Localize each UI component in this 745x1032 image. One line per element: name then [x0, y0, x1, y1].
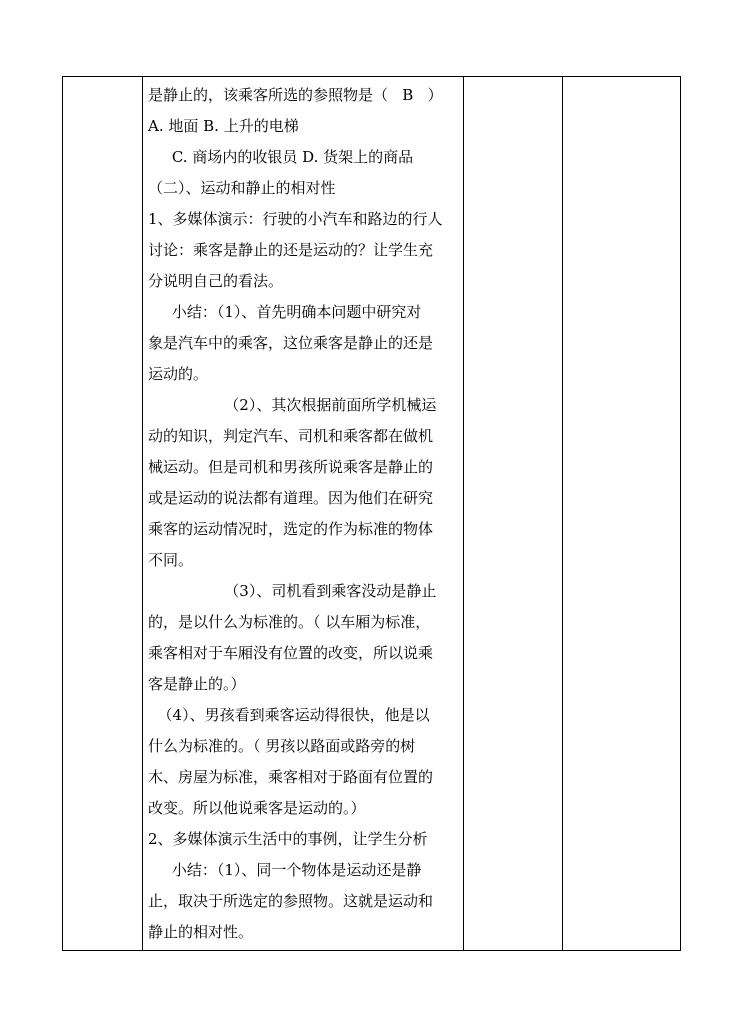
text-line: 静止的相对性。 [148, 923, 254, 941]
text-line: 是静止的，该乘客所选的参照物是（ B ） [148, 86, 443, 104]
text-line: 小结：（1）、同一个物体是运动还是静 [148, 861, 422, 879]
text-line: 乘客的运动情况时，选定的作为标准的物体 [148, 520, 434, 538]
empty-cell-left [63, 77, 143, 951]
text-line: 象是汽车中的乘客，这位乘客是静止的还是 [148, 334, 434, 352]
text-line: 改变。所以他说乘客是运动的。） [148, 799, 366, 817]
text-line: 什么为标准的。（ 男孩以路面或路旁的树 [148, 737, 416, 755]
text-line: 的，是以什么为标准的。（ 以车厢为标准， [148, 613, 431, 631]
text-line: 1、多媒体演示：行驶的小汽车和路边的行人 [148, 210, 443, 228]
text-line: 乘客相对于车厢没有位置的改变，所以说乘 [148, 644, 434, 662]
text-line: （3）、司机看到乘客没动是静止 [148, 582, 437, 600]
text-line: 械运动。但是司机和男孩所说乘客是静止的 [148, 458, 434, 476]
text-line: 运动的。 [148, 365, 209, 383]
text-line: 客是静止的。） [148, 675, 246, 693]
text-line: A. 地面 B. 上升的电梯 [148, 117, 299, 135]
empty-cell-third [464, 77, 563, 951]
text-line: 或是运动的说法都有道理。因为他们在研究 [148, 489, 434, 507]
text-line: 木、房屋为标准，乘客相对于路面有位置的 [148, 768, 434, 786]
text-line: 不同。 [148, 551, 194, 569]
text-line: C. 商场内的收银员 D. 货架上的商品 [148, 148, 414, 166]
text-line: 2、多媒体演示生活中的事例，让学生分析 [148, 830, 428, 848]
text-line: 动的知识，判定汽车、司机和乘客都在做机 [148, 427, 434, 445]
text-line: 止，取决于所选定的参照物。这就是运动和 [148, 892, 434, 910]
text-line: 分说明自己的看法。 [148, 272, 284, 290]
content-cell [143, 77, 464, 951]
lesson-table [62, 76, 681, 951]
empty-cell-right [563, 77, 681, 951]
section-heading: （二）、运动和静止的相对性 [148, 179, 336, 197]
text-line: （4）、男孩看到乘客运动得很快，他是以 [148, 706, 430, 724]
lesson-content [143, 77, 463, 950]
text-line: 讨论：乘客是静止的还是运动的？让学生充 [148, 241, 434, 259]
text-line: （2）、其次根据前面所学机械运 [148, 396, 437, 414]
table-row [63, 77, 681, 951]
text-line: 小结：（1）、首先明确本问题中研究对 [148, 303, 422, 321]
